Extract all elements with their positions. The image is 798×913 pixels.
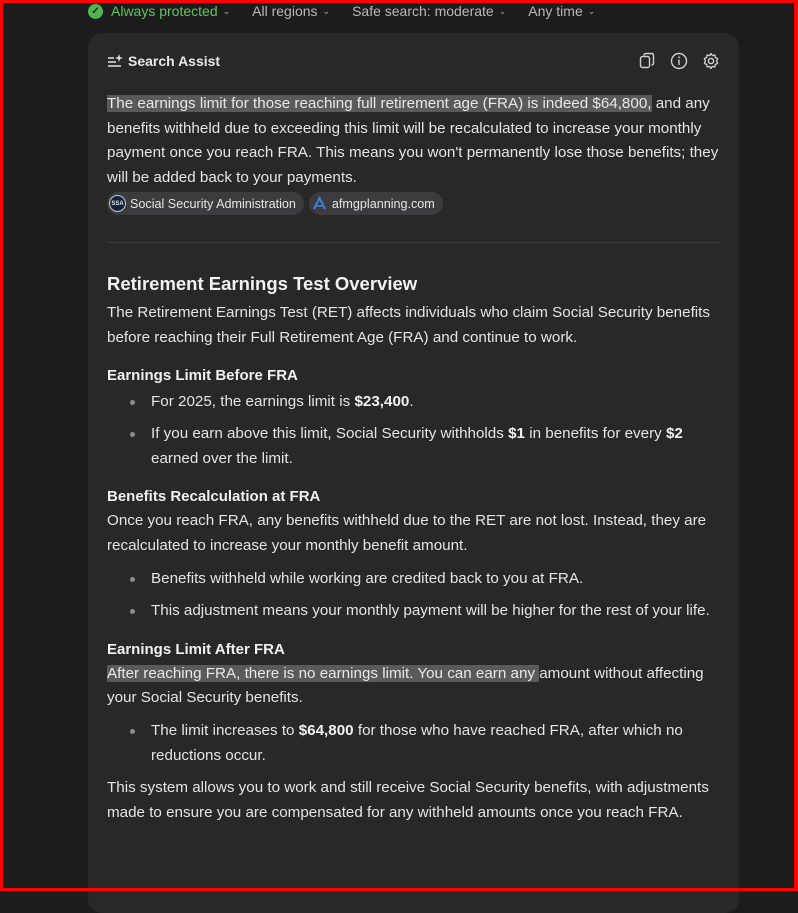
sparkle-list-icon [107,54,123,68]
list-item: This adjustment means your monthly payment will be higher for the rest of your life. [151,599,721,624]
assist-toolbar [624,52,720,70]
bullet-list [107,390,721,472]
chevron-down-icon: ⌄ [587,5,596,16]
text: The limit increases to [151,721,299,739]
text: for those who have reached FRA, after which no reductions occur. [151,721,683,764]
list-item [151,422,721,471]
section-paragraph: Once you reach FRA, any benefits withheld due to the RET are not lost. Instead, they are recalculated to increase your monthly benefit amount. [107,512,707,554]
article-heading: Retirement Earnings Test Overview [107,273,418,295]
search-filters-bar [88,2,617,20]
amount: $64,800 [298,721,354,739]
protection-label: Always protected [111,3,218,19]
copy-icon[interactable] [638,52,656,70]
gear-icon[interactable] [702,52,720,70]
text: amount without affecting your Social Security benefits. [107,664,704,707]
search-assist-card [88,33,739,913]
list-item [151,390,721,415]
summary-highlight: The earnings limit for those reaching full retirement age (FRA) is indeed $64,800, [107,95,652,112]
list-item: Benefits withheld while working are credited back to you at FRA. [151,567,721,592]
chevron-down-icon: ⌄ [498,5,507,16]
source-chips [107,192,721,215]
afmg-logo-icon [311,195,328,212]
source-label: afmgplanning.com [331,196,435,211]
chevron-down-icon: ⌄ [322,5,331,16]
assist-content [107,92,721,825]
list-item [151,719,721,768]
assist-summary [107,92,721,190]
amount: $23,400 [354,392,410,410]
text: . [409,392,414,410]
amount: $1 [508,425,525,443]
text: If you earn above this limit, Social Security withholds [151,425,509,443]
region-label: All regions [252,3,318,19]
amount: $2 [665,425,683,443]
region-filter[interactable] [252,3,330,19]
closing-paragraph: This system allows you to work and still receive Social Security benefits, with adjustments made to ensure you are compensated for any withheld amounts once you reach FRA. [107,779,709,821]
bullet-list [107,719,721,768]
ssa-seal-icon: SSA [109,195,126,212]
search-assist-header [107,53,220,69]
source-chip-ssa[interactable] [107,192,304,215]
section-paragraph [107,662,721,711]
chevron-down-icon: ⌄ [222,5,231,16]
time-label: Any time [528,3,583,19]
section-divider [107,242,721,243]
protection-filter[interactable] [88,3,230,19]
summary-text: and any benefits withheld due to exceeding this limit will be recalculated to increase your monthly payment once you reach FRA. This means you won't permanently lose those benefits; they will be added back to your payments. [107,95,719,186]
safe-search-filter[interactable] [352,3,506,19]
paragraph-highlight: After reaching FRA, there is no earnings limit. You can earn any [107,664,540,682]
article-intro: The Retirement Earnings Test (RET) affects individuals who claim Social Security benefits before reaching their Full Retirement Age (FRA) and continue to work. [107,304,710,346]
text: For 2025, the earnings limit is [151,392,355,410]
section-heading-before-fra: Earnings Limit Before FRA [107,366,298,384]
time-filter[interactable] [528,3,595,19]
bullet-list [107,567,721,624]
section-heading-after-fra: Earnings Limit After FRA [107,640,285,658]
source-label: Social Security Administration [130,196,296,211]
section-heading-recalculation: Benefits Recalculation at FRA [107,488,321,506]
info-icon[interactable] [670,52,688,70]
source-chip-afmg[interactable] [309,192,443,215]
text: earned over the limit. [151,449,293,467]
text: in benefits for every [524,425,666,443]
search-assist-title: Search Assist [128,53,221,69]
check-icon: ✓ [88,4,103,19]
safe-search-label: Safe search: moderate [352,3,494,19]
